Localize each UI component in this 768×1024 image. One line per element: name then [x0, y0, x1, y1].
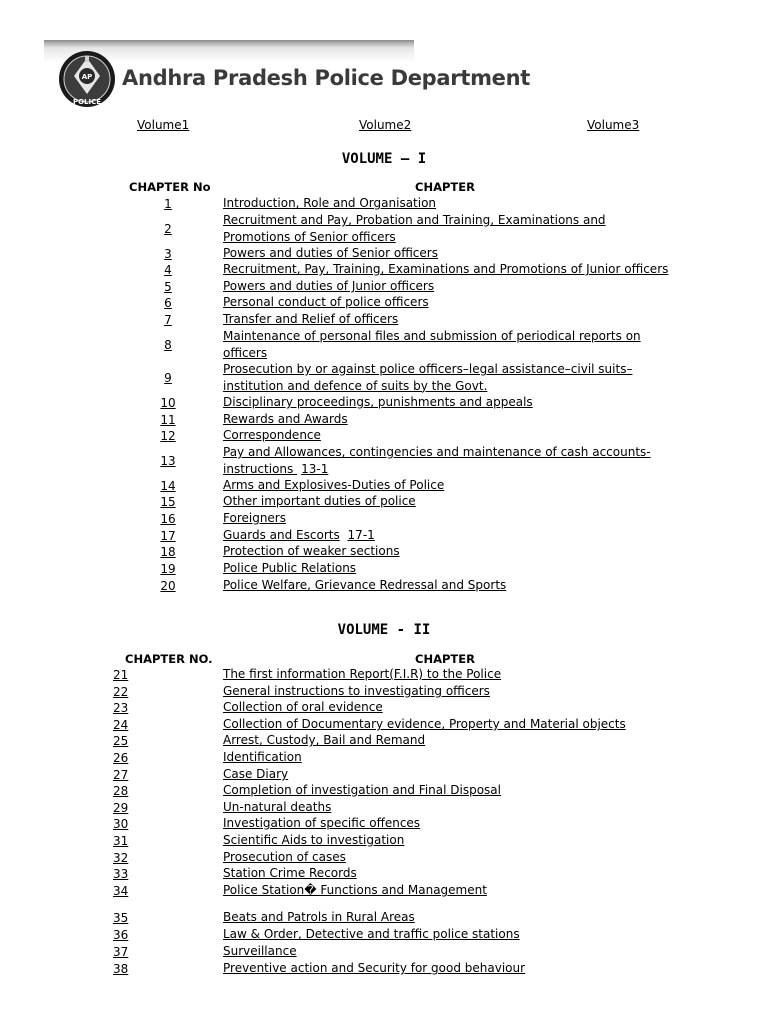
- volume3-link[interactable]: Volume3: [587, 118, 640, 132]
- volume1-chapter-number[interactable]: 1: [164, 197, 172, 211]
- volume2-chapter-row: [223, 832, 673, 849]
- volume2-chapter-title-link[interactable]: Scientific Aids to investigation: [223, 833, 405, 847]
- volume1-chapter-title-link[interactable]: Disciplinary proceedings, punishments and appeals: [223, 395, 533, 409]
- volume1-chapter-title-link[interactable]: Powers and duties of Senior officers: [223, 246, 438, 260]
- volume1-chapter-number[interactable]: 5: [164, 280, 172, 294]
- volume2-chapter-row: [223, 865, 673, 882]
- volume2-chapter-title-link[interactable]: Law & Order, Detective and traffic police stations: [223, 927, 520, 941]
- volume2-chapter-number[interactable]: 23: [113, 701, 129, 715]
- volume1-chapter-title-link[interactable]: Correspondence: [223, 428, 321, 442]
- volume1-chapter-number[interactable]: 4: [164, 263, 172, 277]
- volume1-chapter-number[interactable]: 15: [160, 495, 176, 509]
- volume1-chapter-row: [223, 427, 673, 444]
- volume1-chapter-row: [223, 245, 673, 262]
- volume2-chapter-row: [223, 732, 673, 749]
- volume1-chapter-title-link[interactable]: Arms and Explosives-Duties of Police: [223, 478, 445, 492]
- volume2-chapter-number[interactable]: 28: [113, 784, 129, 798]
- volume2-chapter-title-link[interactable]: Arrest, Custody, Bail and Remand: [223, 733, 426, 747]
- volume1-chapter-number[interactable]: 11: [160, 413, 176, 427]
- volume2-chapter-number[interactable]: 30: [113, 817, 129, 831]
- volume2-link[interactable]: Volume2: [359, 118, 412, 132]
- volume1-chapter-number[interactable]: 8: [164, 338, 172, 352]
- volume1-chapter-title-link[interactable]: Guards and Escorts: [223, 528, 340, 542]
- volume1-chapter-row: [223, 493, 673, 510]
- volume2-heading: VOLUME - II: [337, 622, 431, 638]
- volume1-chapter-row: [223, 543, 673, 560]
- volume1-chapter-row: [223, 477, 673, 494]
- volume1-chapter-part-link[interactable]: 13-1: [301, 461, 329, 476]
- volume1-chapter-number[interactable]: 18: [160, 545, 176, 559]
- volume2-chapter-row: [223, 926, 673, 943]
- header-banner: [44, 40, 530, 110]
- volume1-chapter-title-link[interactable]: Pay and Allowances, contingencies and maintenance of cash accounts-instructions: [223, 445, 651, 476]
- volume2-chapter-number[interactable]: 26: [113, 751, 129, 765]
- volume2-chapter-number[interactable]: 24: [113, 718, 129, 732]
- volume1-chapter-number[interactable]: 13: [160, 454, 176, 468]
- volume2-chapter-row: [223, 960, 673, 977]
- volume1-chapter-row: [223, 577, 673, 594]
- volume1-chapter-row: [223, 261, 673, 278]
- volume1-chapter-title-link[interactable]: Other important duties of police: [223, 494, 416, 508]
- volume2-chapter-title-link[interactable]: The first information Report(F.I.R) to the Police: [223, 667, 502, 681]
- volume1-chapter-title-link[interactable]: Rewards and Awards: [223, 412, 348, 426]
- volume2-chapter-title-link[interactable]: Prosecution of cases: [223, 850, 346, 864]
- volume2-chapter-title-link[interactable]: Completion of investigation and Final Disposal: [223, 783, 501, 797]
- svg-text:AP: AP: [81, 73, 93, 81]
- volume2-chapter-number[interactable]: 32: [113, 851, 129, 865]
- volume1-chapter-number[interactable]: 2: [164, 222, 172, 236]
- volume1-chapter-number[interactable]: 19: [160, 562, 176, 576]
- volume1-chapter-row: [223, 560, 673, 577]
- volume2-chapter-number[interactable]: 25: [113, 734, 129, 748]
- volume1-chapter-number[interactable]: 3: [164, 247, 172, 261]
- volume2-chapter-row: [223, 882, 673, 899]
- volume2-chapter-number[interactable]: 21: [113, 668, 129, 682]
- volume2-chapter-row: [223, 683, 673, 700]
- volume1-chapter-number[interactable]: 12: [160, 429, 176, 443]
- volume2-chapter-row: [223, 766, 673, 783]
- volume1-chapter-row: [223, 394, 673, 411]
- volume1-chapter-row: [223, 527, 673, 544]
- volume1-chapter-number[interactable]: 6: [164, 296, 172, 310]
- volume1-chapter-number[interactable]: 16: [160, 512, 176, 526]
- volume1-chapter-title-link[interactable]: Maintenance of personal files and submission of periodical reports on officers: [223, 329, 641, 360]
- volume2-chapter-title-link[interactable]: Police Station� Functions and Management: [223, 883, 487, 897]
- volume2-chapter-row: [223, 782, 673, 799]
- volume1-chapter-row: [223, 195, 673, 212]
- volume1-chapter-title-link[interactable]: Prosecution by or against police officers–legal assistance–civil suits–institution and defence of suits by the Govt.: [223, 362, 633, 393]
- volume2-chapter-title-link[interactable]: Collection of oral evidence: [223, 700, 383, 714]
- volume2-chapter-title-link[interactable]: Identification: [223, 750, 302, 764]
- volume2-chapter-title-link[interactable]: Case Diary: [223, 767, 289, 781]
- volume2-chapter-title-link[interactable]: Beats and Patrols in Rural Areas: [223, 910, 415, 924]
- volume1-chapter-row: [223, 361, 673, 394]
- volume2-chapter-number[interactable]: 36: [113, 928, 129, 942]
- volume1-chapter-row: [223, 278, 673, 295]
- volume2-chapter-number[interactable]: 33: [113, 867, 129, 881]
- volume1-chapter-title-link[interactable]: Foreigners: [223, 511, 286, 525]
- volume2-chapter-number[interactable]: 27: [113, 768, 129, 782]
- volume1-chapter-row: [223, 411, 673, 428]
- volume2-chapter-title-link[interactable]: Collection of Documentary evidence, Property and Material objects: [223, 717, 626, 731]
- volume1-chapter-title-link[interactable]: Recruitment and Pay, Probation and Training, Examinations and Promotions of Senior officers: [223, 213, 606, 244]
- volume2-chapter-title-link[interactable]: Preventive action and Security for good behaviour: [223, 961, 526, 975]
- volume1-col-chapter-no: CHAPTER No: [129, 180, 211, 194]
- volume2-chapter-row: [223, 666, 673, 683]
- volume2-chapter-row: [223, 943, 673, 960]
- volume2-col-chapter: CHAPTER: [415, 652, 475, 666]
- volume1-chapter-part-link[interactable]: 17-1: [347, 528, 375, 542]
- volume1-chapter-number[interactable]: 20: [160, 579, 176, 593]
- volume1-chapter-title-link[interactable]: Personal conduct of police officers: [223, 295, 429, 309]
- volume2-chapter-title-link[interactable]: Station Crime Records: [223, 866, 357, 880]
- volume1-chapter-number[interactable]: 17: [160, 529, 176, 543]
- svg-text:POLICE: POLICE: [72, 98, 102, 106]
- volume1-chapter-title-link[interactable]: Recruitment, Pay, Training, Examinations and Promotions of Junior officers: [223, 262, 669, 276]
- volume1-link[interactable]: Volume1: [137, 118, 190, 132]
- ap-police-emblem-icon: [58, 50, 116, 108]
- volume2-chapter-number[interactable]: 35: [113, 911, 129, 925]
- volume1-col-chapter: CHAPTER: [415, 180, 475, 194]
- volume2-chapter-number[interactable]: 38: [113, 962, 129, 976]
- volume1-chapter-title-link[interactable]: Police Public Relations: [223, 561, 357, 575]
- volume1-chapter-title-link[interactable]: Powers and duties of Junior officers: [223, 279, 435, 293]
- volume1-chapter-row: [223, 311, 673, 328]
- volume2-chapter-row: [223, 815, 673, 832]
- volume2-chapter-number[interactable]: 37: [113, 945, 129, 959]
- volume2-chapter-title-link[interactable]: General instructions to investigating officers: [223, 684, 490, 698]
- volume1-heading: VOLUME – I: [341, 151, 427, 167]
- volume1-chapter-row: [223, 510, 673, 527]
- volume2-chapter-number[interactable]: 31: [113, 834, 129, 848]
- volume2-chapter-row: [223, 909, 673, 926]
- volume1-chapter-row: [223, 328, 673, 361]
- volume1-chapter-number[interactable]: 9: [164, 371, 172, 385]
- volume1-chapter-number[interactable]: 10: [160, 396, 176, 410]
- volume2-chapter-title-link[interactable]: Surveillance: [223, 944, 297, 958]
- volume1-chapter-title-link[interactable]: Introduction, Role and Organisation: [223, 196, 437, 210]
- volume1-chapter-title-link[interactable]: Police Welfare, Grievance Redressal and Sports: [223, 578, 507, 592]
- volume2-col-chapter-no: CHAPTER NO.: [125, 652, 213, 666]
- volume2-chapter-title-link[interactable]: Investigation of specific offences: [223, 816, 421, 830]
- volume2-chapter-row: [223, 716, 673, 733]
- volume2-chapter-row: [223, 749, 673, 766]
- volume1-chapter-number[interactable]: 14: [160, 479, 176, 493]
- volume2-chapter-row: [223, 849, 673, 866]
- volume2-chapter-row: [223, 799, 673, 816]
- volume2-chapter-row: [223, 699, 673, 716]
- volume1-chapter-title-link[interactable]: Protection of weaker sections: [223, 544, 400, 558]
- volume1-chapter-row: [223, 294, 673, 311]
- header-title: Andhra Pradesh Police Department: [122, 66, 530, 90]
- volume1-chapter-row: [223, 212, 673, 245]
- volume2-chapter-number[interactable]: 29: [113, 801, 129, 815]
- volume2-chapter-title-link[interactable]: Un-natural deaths: [223, 800, 332, 814]
- volume1-chapter-number[interactable]: 7: [164, 313, 172, 327]
- volume1-chapter-title-link[interactable]: Transfer and Relief of officers: [223, 312, 399, 326]
- volume2-chapter-number[interactable]: 22: [113, 685, 129, 699]
- volume2-chapter-number[interactable]: 34: [113, 884, 129, 898]
- volume1-chapter-row: [223, 444, 673, 477]
